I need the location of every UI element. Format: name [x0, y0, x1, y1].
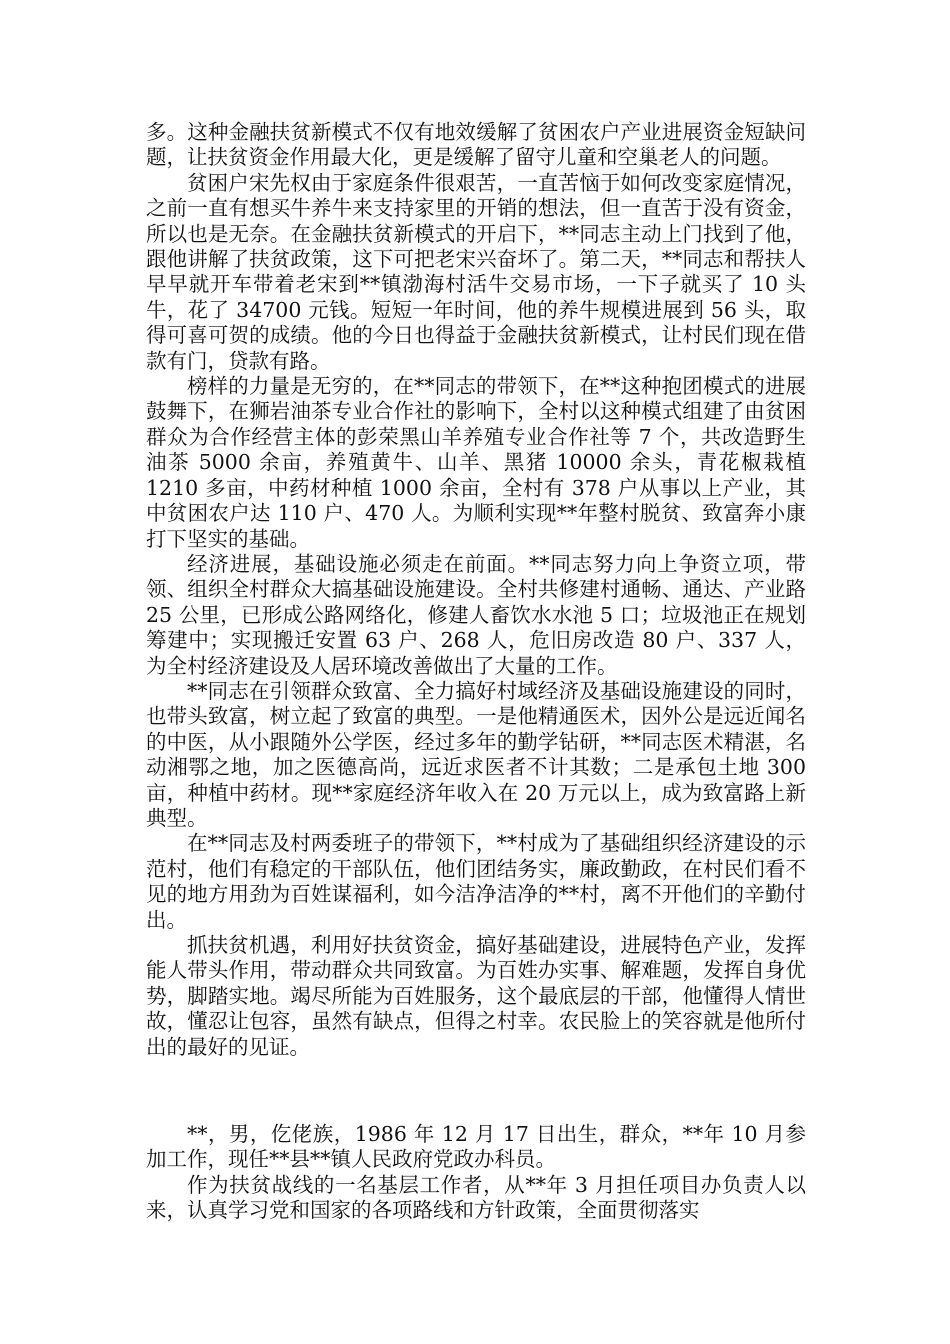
- paragraph-3: 榜样的力量是无穷的，在**同志的带领下，在**这种抱团模式的进展鼓舞下，在狮岩油茶专业合作社的影响下，全村以这种模式组建了由贫困群众为合作经营主体的彭荣黑山羊养殖专业合作社等 7 个，共改造野生油茶 5000 余亩，养殖黄牛、山羊、黑猪 10000 余头，青花椒栽植 1210 多亩，中药材种植 1000 余亩，全村有 378 户从事以上产业，其中贫困农户达 110 户、470 人。为顺利实现**年整村脱贫、致富奔小康打下坚实的基础。: [146, 374, 806, 551]
- paragraph-1: 多。这种金融扶贫新模式不仅有地效缓解了贫困农户产业进展资金短缺问题，让扶贫资金作用最大化，更是缓解了留守儿童和空巢老人的问题。: [146, 120, 806, 170]
- document-page: [146, 120, 806, 1224]
- paragraph-8: **，男，仡佬族，1986 年 12 月 17 日出生，群众，**年 10 月参加工作，现任**县**镇人民政府党政办科员。: [146, 1122, 806, 1172]
- paragraph-9: 作为扶贫战线的一名基层工作者，从**年 3 月担任项目办负责人以来，认真学习党和国家的各项路线和方针政策，全面贯彻落实: [146, 1172, 806, 1223]
- paragraph-7: 抓扶贫机遇，利用好扶贫资金，搞好基础建设，进展特色产业，发挥能人带头作用，带动群众共同致富。为百姓办实事、解难题，发挥自身优势，脚踏实地。竭尽所能为百姓服务，这个最底层的干部，他懂得人情世故，懂忍让包容，虽然有缺点，但得之村幸。农民脸上的笑容就是他所付出的最好的见证。: [146, 933, 806, 1059]
- paragraph-4: 经济进展，基础设施必须走在前面。**同志努力向上争资立项，带领、组织全村群众大搞基础设施建设。全村共修建村通畅、通达、产业路 25 公里，已形成公路网络化，修建人畜饮水水池 5 口；垃圾池正在规划筹建中；实现搬迁安置 63 户、268 人，危旧房改造 80 户、337 人，为全村经济建设及人居环境改善做出了大量的工作。: [146, 551, 806, 678]
- paragraph-6: 在**同志及村两委班子的带领下，**村成为了基础组织经济建设的示范村，他们有稳定的干部队伍，他们团结务实，廉政勤政，在村民们看不见的地方用劲为百姓谋福利，如今洁净洁净的**村，离不开他们的辛勤付出。: [146, 831, 806, 932]
- paragraph-2: 贫困户宋先权由于家庭条件很艰苦，一直苦恼于如何改变家庭情况，之前一直有想买牛养牛来支持家里的开销的想法，但一直苦于没有资金，所以也是无奈。在金融扶贫新模式的开启下，**同志主动上门找到了他，跟他讲解了扶贫政策，这下可把老宋兴奋坏了。第二天，**同志和帮扶人早早就开车带着老宋到**镇渤海村活牛交易市场，一下子就买了 10 头牛，花了 34700 元钱。短短一年时间，他的养牛规模进展到 56 头，取得可喜可贺的成绩。他的今日也得益于金融扶贫新模式，让村民们现在借款有门，贷款有路。: [146, 170, 806, 373]
- section-gap: [146, 1060, 806, 1122]
- paragraph-5: **同志在引领群众致富、全力搞好村域经济及基础设施建设的同时，也带头致富，树立起了致富的典型。一是他精通医术，因外公是远近闻名的中医，从小跟随外公学医，经过多年的勤学钻研，**同志医术精湛，名动湘鄂之地，加之医德高尚，远近求医者不计其数；二是承包土地 300 亩，种植中药材。现**家庭经济年收入在 20 万元以上，成为致富路上新典型。: [146, 678, 806, 830]
